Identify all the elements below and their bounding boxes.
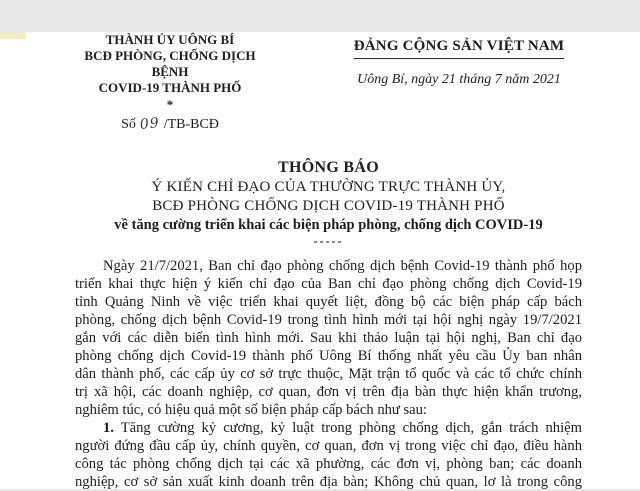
- body-line: nghiêm túc, có hiệu quả một số biện pháp cấp bách như sau:: [75, 402, 427, 418]
- list-number: 1.: [103, 420, 114, 436]
- body-line: phòng chống dịch Covid-19 thành phố Uông Bí thống nhất yêu cầu Ủy ban nhân: [75, 348, 582, 364]
- scan-corner-mark: [0, 32, 26, 39]
- body-line: phòng, chống dịch bệnh Covid-19 trong tình hình mới tại hội nghị ngày 19/7/2021: [75, 312, 582, 328]
- paragraph: [75, 419, 582, 491]
- issuing-org-block: [74, 32, 266, 134]
- org-line-3: COVID-19 THÀNH PHỐ: [98, 80, 242, 95]
- place-and-date: Uông Bí, ngày 21 tháng 7 năm 2021: [357, 72, 561, 87]
- document-body: [75, 257, 582, 491]
- body-line: trị xã hội, các doanh nghiệp, cơ quan, đơn vị trên địa bàn thực hiện khẩn trương,: [75, 384, 582, 400]
- doc-number-suffix: /TB-BCĐ: [163, 117, 219, 132]
- document-header: [0, 32, 640, 134]
- org-line-2: BCĐ PHÒNG, CHỐNG DỊCH BỆNH: [84, 48, 256, 79]
- body-line: 1. Tăng cường kỷ cương, kỷ luật trong phòng chống dịch, gắn trách nhiệm: [103, 420, 582, 436]
- document-number: [74, 115, 266, 134]
- body-line: tỉnh Quảng Ninh về việc triển khai quyết liệt, đồng bộ các biện pháp cấp bách: [75, 294, 582, 310]
- body-line: dân thành phố, các cấp ủy cơ sở trực thuộc, Mặt trận tổ quốc và các tổ chức chính: [75, 366, 582, 382]
- paragraph: [75, 257, 582, 419]
- national-motto: ĐẢNG CỘNG SẢN VIỆT NAM: [354, 38, 565, 59]
- document-title-block: [75, 158, 582, 247]
- doc-number-handwritten: 09: [139, 115, 161, 133]
- title-line-2: BCĐ PHÒNG CHỐNG DỊCH COVID-19 THÀNH PHỐ: [152, 198, 505, 214]
- separator-star: *: [166, 97, 174, 112]
- doc-number-prefix: Số: [121, 117, 136, 132]
- document-kind: THÔNG BÁO: [278, 159, 379, 176]
- title-subtitle: về tăng cường triển khai các biện pháp phòng, chống dịch COVID-19: [114, 217, 543, 233]
- title-line-1: Ý KIẾN CHỈ ĐẠO CỦA THƯỜNG TRỰC THÀNH ỦY,: [151, 179, 506, 195]
- body-line: triển khai thực hiện ý kiến chỉ đạo của Ban chỉ đạo phòng chống dịch Covid-19: [75, 276, 582, 292]
- body-line: công tác phòng chống dịch tại các xã phường, các đơn vị, phòng ban; các doanh: [75, 456, 582, 472]
- org-line-1: THÀNH ỦY UÔNG BÍ: [105, 32, 235, 47]
- body-line: người đứng đầu cấp ủy, chính quyền, cơ quan, đơn vị trong việc chỉ đạo, điều hành: [75, 438, 582, 454]
- body-line-clipped: nghiệp, cơ sở sản xuất kinh doanh trên địa bàn; Không chủ quan, lơ là trong công: [75, 474, 582, 490]
- document-page: [0, 32, 640, 489]
- title-divider: -----: [313, 234, 344, 248]
- body-line: gắn với các diễn biến tình hình mới. Sau khi thảo luận tại hội nghị, Ban chỉ đạo: [75, 330, 582, 346]
- body-line: Ngày 21/7/2021, Ban chỉ đạo phòng chống dịch bệnh Covid-19 thành phố họp: [103, 258, 582, 274]
- national-header-block: [340, 32, 578, 134]
